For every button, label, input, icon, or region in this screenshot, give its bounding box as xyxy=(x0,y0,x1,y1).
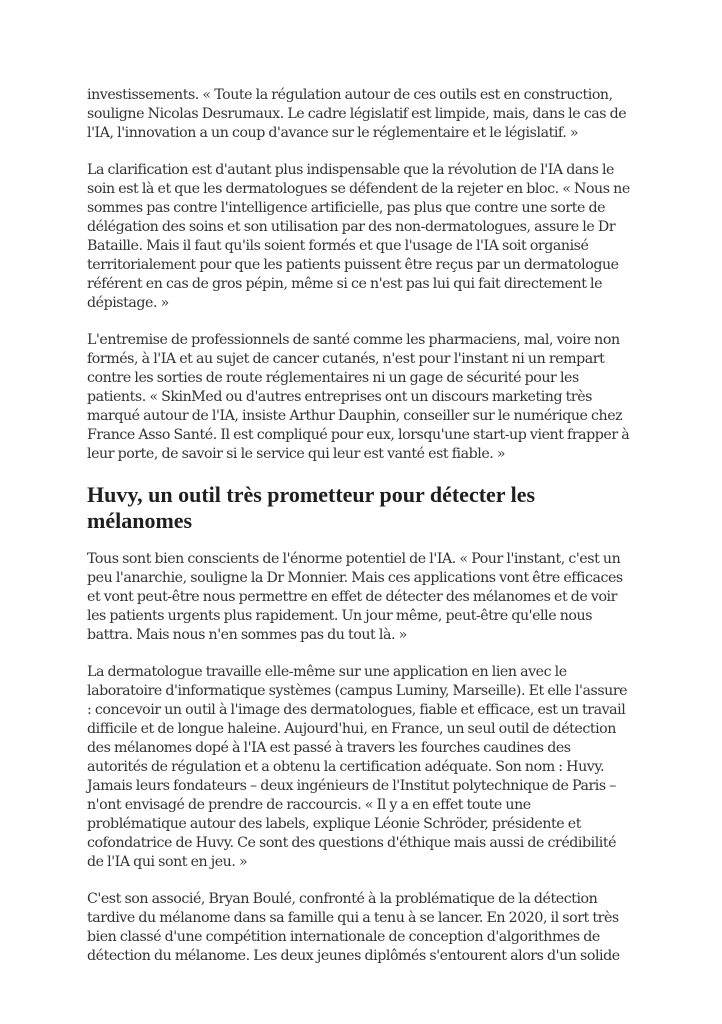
paragraph-potential: Tous sont bien conscients de l'énorme potentiel de l'IA. « Pour l'instant, c'est un peu l'anarchie, souligne la Dr Monnier. Mais ces applications vont être efficaces et vont peut-être nous permettre en effet de détecter des mélanomes et de voir les patients urgents plus rapidement. Un jour même, peut-être qu'elle nous battra. Mais nous n'en sommes pas du tout là. » xyxy=(87,551,623,643)
section-heading: Huvy, un outil très prometteur pour détecter les mélanomes xyxy=(87,482,536,533)
paragraph-pharmacists: L'entremise de professionnels de santé comme les pharmaciens, mal, voire non formés, à l'IA et au sujet de cancer cutanés, n'est pour l'instant ni un rempart contre les sorties de route réglementaires ni un gage de sécurité pour les patients. « SkinMed ou d'autres entreprises ont un discours marketing très marqué autour de l'IA, insiste Arthur Dauphin, conseiller sur le numérique chez France Asso Santé. Il est compliqué pour eux, lorsqu'une start-up vient frapper à leur porte, de savoir si le service qui leur est vanté est fiable. » xyxy=(87,332,630,462)
paragraph-founders: C'est son associé, Bryan Boulé, confronté à la problématique de la détection tardive du mélanome dans sa famille qui a tenu à se lancer. En 2020, il sort très bien classé d'une compétition internationale de conception d'algorithmes de détection du mélanome. Les deux jeunes diplômés s'entourent alors d'un solide xyxy=(87,891,620,964)
article-body xyxy=(87,86,632,984)
paragraph-huvy-certification: La dermatologue travaille elle-même sur une application en lien avec le laboratoire d'informatique systèmes (campus Luminy, Marseille). Et elle l'assure : concevoir un outil à l'image des dermatologues, fiable et efficace, est un travail difficile et de longue haleine. Aujourd'hui, en France, un seul outil de détection des mélanomes dopé à l'IA est passé à travers les fourches caudines des autorités de régulation et a obtenu la certification adéquate. Son nom : Huvy. Jamais leurs fondateurs – deux ingénieurs de l'Institut polytechnique de Paris – n'ont envisagé de prendre de raccourcis. « Il y a en effet toute une problématique autour des labels, explique Léonie Schröder, présidente et cofondatrice de Huvy. Ce sont des questions d'éthique mais aussi de crédibilité de l'IA qui sont en jeu. » xyxy=(87,664,628,870)
paragraph-regulation-quote: investissements. « Toute la régulation autour de ces outils est en construction, souligne Nicolas Desrumaux. Le cadre législatif est limpide, mais, dans le cas de l'IA, l'innovation a un coup d'avance sur le réglementaire et le législatif. » xyxy=(87,87,627,141)
paragraph-clarification: La clarification est d'autant plus indispensable que la révolution de l'IA dans le soin est là et que les dermatologues se défendent de la rejeter en bloc. « Nous ne sommes pas contre l'intelligence artificielle, pas plus que contre une sorte de délégation des soins et son utilisation par des non-dermatologues, assure le Dr Bataille. Mais il faut qu'ils soient formés et que l'usage de l'IA soit organisé territorialement pour que les patients puissent être reçus par un dermatologue référent en cas de gros pépin, même si ce n'est pas lui qui fait directement le dépistage. » xyxy=(87,162,630,311)
